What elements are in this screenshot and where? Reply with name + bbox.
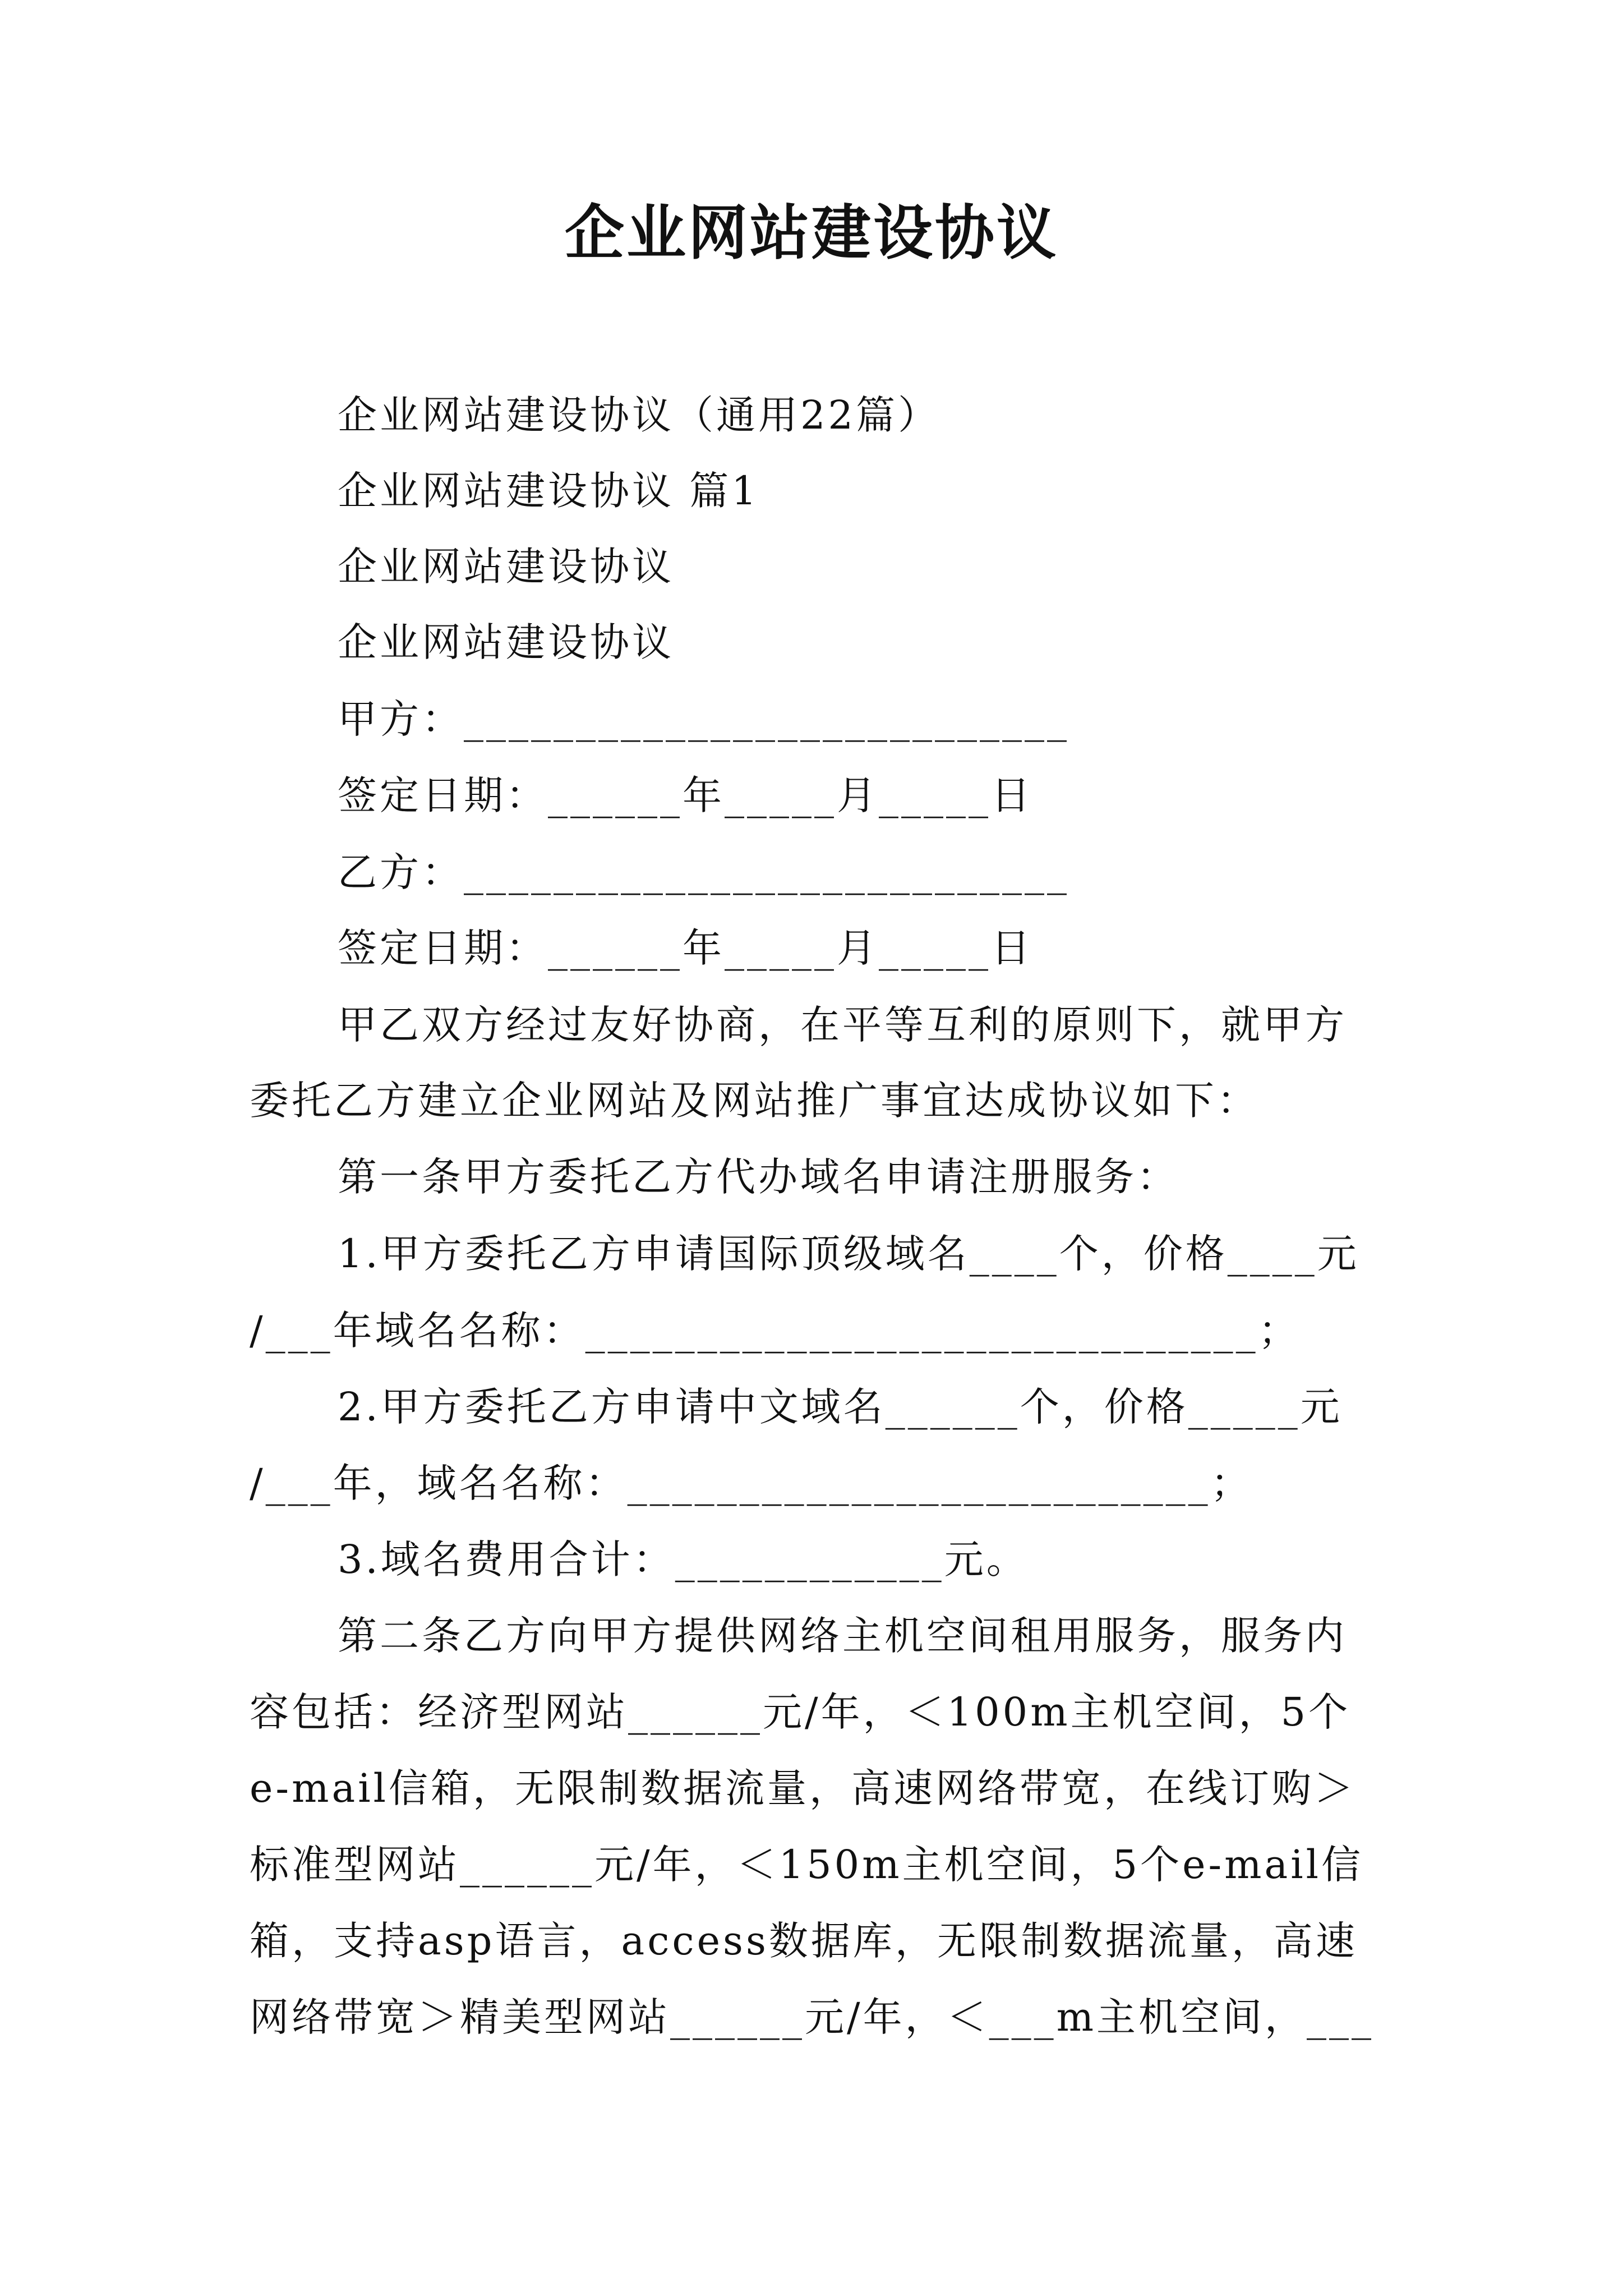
- agreement-name-line: 企业网站建设协议: [338, 619, 674, 665]
- body-text-line: 网络带宽＞精美型网站______元/年，＜___m主机空间，___: [250, 1994, 1374, 2040]
- chapter-heading: 企业网站建设协议 篇1: [338, 468, 759, 514]
- body-text-line: 2.甲方委托乙方申请中文域名______个，价格_____元: [338, 1384, 1343, 1430]
- body-text-line: 容包括：经济型网站______元/年，＜100m主机空间，5个: [250, 1689, 1351, 1735]
- agreement-name-line: 企业网站建设协议: [338, 544, 674, 590]
- body-text-line: 甲乙双方经过友好协商，在平等互利的原则下，就甲方: [338, 1002, 1347, 1048]
- signing-date-line: 签定日期：______年_____月_____日: [338, 925, 1033, 971]
- subtitle-line: 企业网站建设协议（通用22篇）: [338, 392, 940, 438]
- body-text-line: e-mail信箱，无限制数据流量，高速网络带宽，在线订购＞: [250, 1765, 1356, 1811]
- party-a-line: 甲方：___________________________: [338, 696, 1069, 742]
- body-text-line: 1.甲方委托乙方申请国际顶级域名____个，价格____元: [338, 1231, 1359, 1277]
- body-text-line: 3.域名费用合计：____________元。: [338, 1536, 1029, 1582]
- party-b-line: 乙方：___________________________: [338, 849, 1069, 895]
- body-text-line: 标准型网站______元/年，＜150m主机空间，5个e-mail信: [250, 1842, 1364, 1888]
- article-heading: 第一条甲方委托乙方代办域名申请注册服务：: [338, 1154, 1179, 1200]
- signing-date-line: 签定日期：______年_____月_____日: [338, 772, 1033, 818]
- article-heading: 第二条乙方向甲方提供网络主机空间租用服务，服务内: [338, 1613, 1347, 1659]
- body-text-line: /___年域名名称：______________________________；: [250, 1308, 1301, 1354]
- body-text-line: /___年，域名名称：__________________________；: [250, 1460, 1253, 1506]
- body-text-line: 箱，支持asp语言，access数据库，无限制数据流量，高速: [250, 1918, 1358, 1964]
- body-text-line: 委托乙方建立企业网站及网站推广事宜达成协议如下：: [250, 1078, 1259, 1124]
- document-title: 企业网站建设协议: [565, 197, 1058, 268]
